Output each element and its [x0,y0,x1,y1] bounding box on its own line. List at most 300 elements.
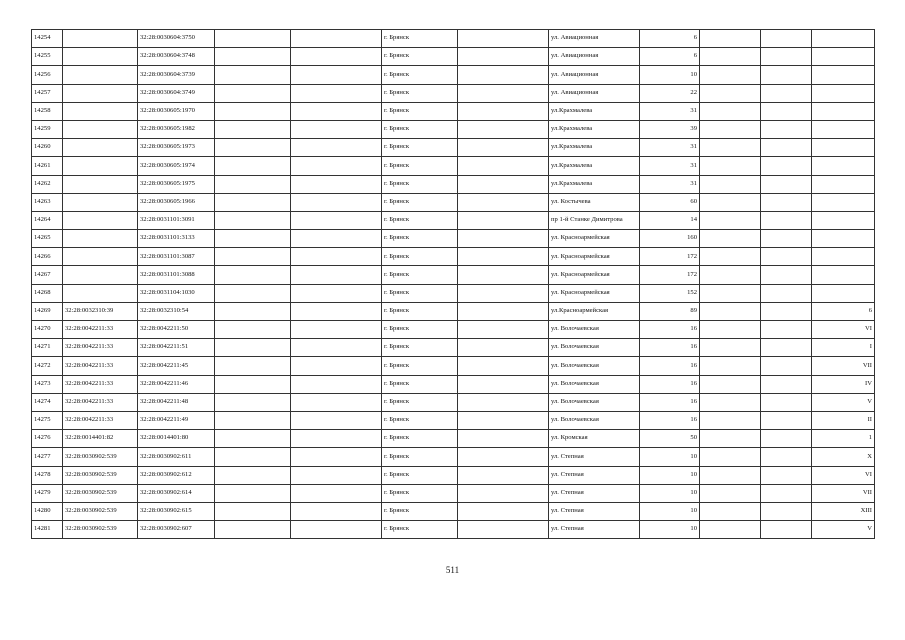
empty-cell [761,157,812,175]
empty-cell [291,339,382,357]
empty-cell [761,302,812,320]
house-cell: 22 [640,84,700,102]
parent-cadastral-cell: 32:28:0042211:33 [63,393,138,411]
empty-cell [761,84,812,102]
empty-cell [458,521,549,539]
city-cell: г. Брянск [382,502,458,520]
street-cell: ул.Крахмалева [549,157,640,175]
city-cell: г. Брянск [382,175,458,193]
cadastral-number-cell: 32:28:0030605:1970 [138,102,215,120]
house-cell: 10 [640,66,700,84]
city-cell: г. Брянск [382,248,458,266]
city-cell: г. Брянск [382,321,458,339]
street-cell: ул.Крахмалева [549,175,640,193]
city-cell: г. Брянск [382,120,458,138]
table-row [32,48,875,66]
apartment-cell: VI [812,466,875,484]
street-cell: ул. Волочаевская [549,411,640,429]
house-cell: 16 [640,321,700,339]
empty-cell [215,411,291,429]
parent-cadastral-cell: 32:28:0042211:33 [63,321,138,339]
parent-cadastral-cell: 32:28:0042211:33 [63,411,138,429]
empty-cell [291,393,382,411]
parent-cadastral-cell [63,248,138,266]
parent-cadastral-cell [63,284,138,302]
empty-cell [291,66,382,84]
empty-cell [215,230,291,248]
table-row [32,448,875,466]
row-number-cell: 14266 [32,248,63,266]
empty-cell [700,30,761,48]
city-cell: г. Брянск [382,84,458,102]
parent-cadastral-cell [63,84,138,102]
parent-cadastral-cell [63,193,138,211]
empty-cell [700,157,761,175]
city-cell: г. Брянск [382,139,458,157]
empty-cell [215,448,291,466]
house-cell: 10 [640,466,700,484]
cadastral-number-cell: 32:28:0030902:614 [138,484,215,502]
table-row [32,502,875,520]
empty-cell [700,393,761,411]
empty-cell [458,211,549,229]
street-cell: ул. Волочаевская [549,375,640,393]
row-number-cell: 14258 [32,102,63,120]
empty-cell [458,193,549,211]
table-row [32,193,875,211]
empty-cell [291,30,382,48]
street-cell: ул. Степная [549,521,640,539]
empty-cell [700,430,761,448]
row-number-cell: 14267 [32,266,63,284]
table-row [32,66,875,84]
empty-cell [458,484,549,502]
house-cell: 31 [640,157,700,175]
house-cell: 10 [640,502,700,520]
apartment-cell: 6 [812,302,875,320]
empty-cell [291,302,382,320]
empty-cell [700,521,761,539]
street-cell: ул. Красноармейская [549,248,640,266]
empty-cell [458,120,549,138]
row-number-cell: 14260 [32,139,63,157]
cadastral-number-cell: 32:28:0042211:45 [138,357,215,375]
empty-cell [700,120,761,138]
empty-cell [761,466,812,484]
parent-cadastral-cell [63,66,138,84]
parent-cadastral-cell [63,30,138,48]
apartment-cell: 1 [812,430,875,448]
cadastral-number-cell: 32:28:0030902:611 [138,448,215,466]
city-cell: г. Брянск [382,484,458,502]
empty-cell [458,175,549,193]
street-cell: ул. Кромская [549,430,640,448]
empty-cell [215,321,291,339]
empty-cell [761,448,812,466]
apartment-cell: IV [812,375,875,393]
house-cell: 6 [640,48,700,66]
empty-cell [761,393,812,411]
house-cell: 10 [640,484,700,502]
apartment-cell [812,84,875,102]
row-number-cell: 14274 [32,393,63,411]
empty-cell [291,48,382,66]
house-cell: 89 [640,302,700,320]
empty-cell [215,302,291,320]
empty-cell [458,339,549,357]
house-cell: 14 [640,211,700,229]
row-number-cell: 14272 [32,357,63,375]
empty-cell [458,248,549,266]
empty-cell [700,48,761,66]
street-cell: ул. Костычева [549,193,640,211]
empty-cell [215,375,291,393]
city-cell: г. Брянск [382,193,458,211]
parent-cadastral-cell: 32:28:0042211:33 [63,339,138,357]
empty-cell [761,430,812,448]
street-cell: ул. Степная [549,484,640,502]
empty-cell [761,248,812,266]
house-cell: 6 [640,30,700,48]
empty-cell [700,284,761,302]
empty-cell [215,120,291,138]
street-cell: ул. Волочаевская [549,393,640,411]
table-row [32,211,875,229]
empty-cell [291,102,382,120]
row-number-cell: 14279 [32,484,63,502]
empty-cell [700,375,761,393]
empty-cell [761,375,812,393]
cadastral-number-cell: 32:28:0042211:51 [138,339,215,357]
table-row [32,484,875,502]
empty-cell [458,157,549,175]
row-number-cell: 14281 [32,521,63,539]
empty-cell [700,466,761,484]
empty-cell [700,211,761,229]
empty-cell [761,357,812,375]
parent-cadastral-cell: 32:28:0030902:539 [63,466,138,484]
empty-cell [215,266,291,284]
empty-cell [761,48,812,66]
street-cell: ул.Красноармейская [549,302,640,320]
apartment-cell [812,30,875,48]
apartment-cell [812,284,875,302]
cadastral-number-cell: 32:28:0030604:3748 [138,48,215,66]
table-row [32,521,875,539]
table-row [32,411,875,429]
apartment-cell: VII [812,484,875,502]
row-number-cell: 14277 [32,448,63,466]
cadastral-number-cell: 32:28:0030605:1974 [138,157,215,175]
house-cell: 10 [640,448,700,466]
empty-cell [291,466,382,484]
empty-cell [700,102,761,120]
empty-cell [215,466,291,484]
table-row [32,230,875,248]
parent-cadastral-cell: 32:28:0042211:33 [63,357,138,375]
parent-cadastral-cell [63,157,138,175]
table-row [32,248,875,266]
empty-cell [291,84,382,102]
empty-cell [458,411,549,429]
empty-cell [761,411,812,429]
cadastral-number-cell: 32:28:0030604:3739 [138,66,215,84]
house-cell: 39 [640,120,700,138]
empty-cell [458,502,549,520]
empty-cell [291,120,382,138]
apartment-cell: VI [812,321,875,339]
city-cell: г. Брянск [382,211,458,229]
row-number-cell: 14264 [32,211,63,229]
empty-cell [215,339,291,357]
house-cell: 31 [640,175,700,193]
row-number-cell: 14259 [32,120,63,138]
parent-cadastral-cell [63,120,138,138]
house-cell: 50 [640,430,700,448]
empty-cell [458,466,549,484]
house-cell: 16 [640,339,700,357]
empty-cell [458,102,549,120]
street-cell: ул. Степная [549,502,640,520]
empty-cell [761,102,812,120]
city-cell: г. Брянск [382,521,458,539]
empty-cell [700,66,761,84]
empty-cell [291,430,382,448]
empty-cell [700,139,761,157]
empty-cell [291,321,382,339]
row-number-cell: 14269 [32,302,63,320]
row-number-cell: 14276 [32,430,63,448]
table-row [32,357,875,375]
empty-cell [291,266,382,284]
empty-cell [458,66,549,84]
street-cell: ул. Волочаевская [549,321,640,339]
table-row [32,102,875,120]
parent-cadastral-cell: 32:28:0030902:539 [63,521,138,539]
street-cell: ул. Степная [549,466,640,484]
table-row [32,84,875,102]
cadastral-number-cell: 32:28:0030902:607 [138,521,215,539]
empty-cell [700,448,761,466]
parent-cadastral-cell [63,175,138,193]
empty-cell [700,321,761,339]
row-number-cell: 14265 [32,230,63,248]
street-cell: ул. Авиационная [549,84,640,102]
empty-cell [761,66,812,84]
empty-cell [458,430,549,448]
cadastral-number-cell: 32:28:0030605:1973 [138,139,215,157]
empty-cell [291,139,382,157]
row-number-cell: 14271 [32,339,63,357]
empty-cell [761,266,812,284]
table-row [32,339,875,357]
cadastral-number-cell: 32:28:0014401:80 [138,430,215,448]
cadastral-number-cell: 32:28:0030605:1966 [138,193,215,211]
parent-cadastral-cell: 32:28:0032310:39 [63,302,138,320]
parent-cadastral-cell: 32:28:0042211:33 [63,375,138,393]
empty-cell [458,302,549,320]
parent-cadastral-cell [63,48,138,66]
city-cell: г. Брянск [382,48,458,66]
empty-cell [291,211,382,229]
empty-cell [215,193,291,211]
cadastral-number-cell: 32:28:0030902:615 [138,502,215,520]
cadastral-number-cell: 32:28:0030604:3749 [138,84,215,102]
empty-cell [700,193,761,211]
empty-cell [215,393,291,411]
table-row [32,175,875,193]
empty-cell [215,30,291,48]
empty-cell [761,193,812,211]
empty-cell [291,448,382,466]
table-row [32,302,875,320]
table-row [32,284,875,302]
empty-cell [215,430,291,448]
empty-cell [215,84,291,102]
empty-cell [700,84,761,102]
street-cell: ул. Волочаевская [549,357,640,375]
empty-cell [761,120,812,138]
apartment-cell [812,175,875,193]
empty-cell [215,48,291,66]
house-cell: 16 [640,411,700,429]
empty-cell [761,211,812,229]
street-cell: ул. Красноармейская [549,230,640,248]
cadastral-number-cell: 32:28:0031104:1030 [138,284,215,302]
empty-cell [291,357,382,375]
street-cell: ул.Крахмалева [549,120,640,138]
empty-cell [458,266,549,284]
cadastral-number-cell: 32:28:0030604:3750 [138,30,215,48]
row-number-cell: 14256 [32,66,63,84]
street-cell: ул. Красноармейская [549,284,640,302]
table-row [32,120,875,138]
street-cell: ул. Красноармейская [549,266,640,284]
empty-cell [291,193,382,211]
empty-cell [215,284,291,302]
empty-cell [215,248,291,266]
empty-cell [700,175,761,193]
apartment-cell: VII [812,357,875,375]
house-cell: 172 [640,266,700,284]
cadastral-number-cell: 32:28:0042211:46 [138,375,215,393]
empty-cell [215,175,291,193]
house-cell: 16 [640,393,700,411]
street-cell: пр 1-й Станке Димитрова [549,211,640,229]
table-row [32,321,875,339]
empty-cell [700,248,761,266]
parent-cadastral-cell [63,266,138,284]
empty-cell [215,484,291,502]
empty-cell [291,375,382,393]
street-cell: ул. Волочаевская [549,339,640,357]
row-number-cell: 14273 [32,375,63,393]
empty-cell [458,375,549,393]
empty-cell [458,30,549,48]
registry-table-body [32,30,875,539]
cadastral-number-cell: 32:28:0042211:49 [138,411,215,429]
empty-cell [700,339,761,357]
cadastral-number-cell: 32:28:0031101:3087 [138,248,215,266]
apartment-cell [812,120,875,138]
street-cell: ул. Степная [549,448,640,466]
empty-cell [761,230,812,248]
registry-table [31,29,875,539]
empty-cell [700,302,761,320]
cadastral-number-cell: 32:28:0030605:1982 [138,120,215,138]
parent-cadastral-cell [63,230,138,248]
city-cell: г. Брянск [382,230,458,248]
empty-cell [291,411,382,429]
table-row [32,430,875,448]
table-row [32,393,875,411]
city-cell: г. Брянск [382,466,458,484]
row-number-cell: 14270 [32,321,63,339]
cadastral-number-cell: 32:28:0030605:1975 [138,175,215,193]
street-cell: ул.Крахмалева [549,102,640,120]
empty-cell [458,48,549,66]
street-cell: ул.Крахмалева [549,139,640,157]
row-number-cell: 14254 [32,30,63,48]
row-number-cell: 14255 [32,48,63,66]
apartment-cell [812,248,875,266]
empty-cell [700,502,761,520]
apartment-cell [812,48,875,66]
row-number-cell: 14262 [32,175,63,193]
empty-cell [291,175,382,193]
table-row [32,466,875,484]
house-cell: 16 [640,375,700,393]
table-row [32,157,875,175]
row-number-cell: 14257 [32,84,63,102]
apartment-cell: II [812,411,875,429]
empty-cell [291,521,382,539]
city-cell: г. Брянск [382,393,458,411]
empty-cell [458,84,549,102]
city-cell: г. Брянск [382,66,458,84]
parent-cadastral-cell: 32:28:0030902:539 [63,484,138,502]
empty-cell [458,284,549,302]
house-cell: 172 [640,248,700,266]
apartment-cell [812,230,875,248]
table-row [32,30,875,48]
city-cell: г. Брянск [382,339,458,357]
empty-cell [215,102,291,120]
empty-cell [215,521,291,539]
apartment-cell [812,102,875,120]
apartment-cell [812,139,875,157]
empty-cell [700,411,761,429]
parent-cadastral-cell: 32:28:0014401:82 [63,430,138,448]
city-cell: г. Брянск [382,375,458,393]
empty-cell [291,484,382,502]
empty-cell [761,321,812,339]
house-cell: 152 [640,284,700,302]
empty-cell [761,521,812,539]
row-number-cell: 14263 [32,193,63,211]
empty-cell [215,139,291,157]
house-cell: 31 [640,102,700,120]
cadastral-number-cell: 32:28:0031101:3133 [138,230,215,248]
empty-cell [761,502,812,520]
city-cell: г. Брянск [382,30,458,48]
city-cell: г. Брянск [382,411,458,429]
parent-cadastral-cell [63,211,138,229]
house-cell: 31 [640,139,700,157]
cadastral-number-cell: 32:28:0031101:3091 [138,211,215,229]
empty-cell [458,321,549,339]
empty-cell [458,139,549,157]
